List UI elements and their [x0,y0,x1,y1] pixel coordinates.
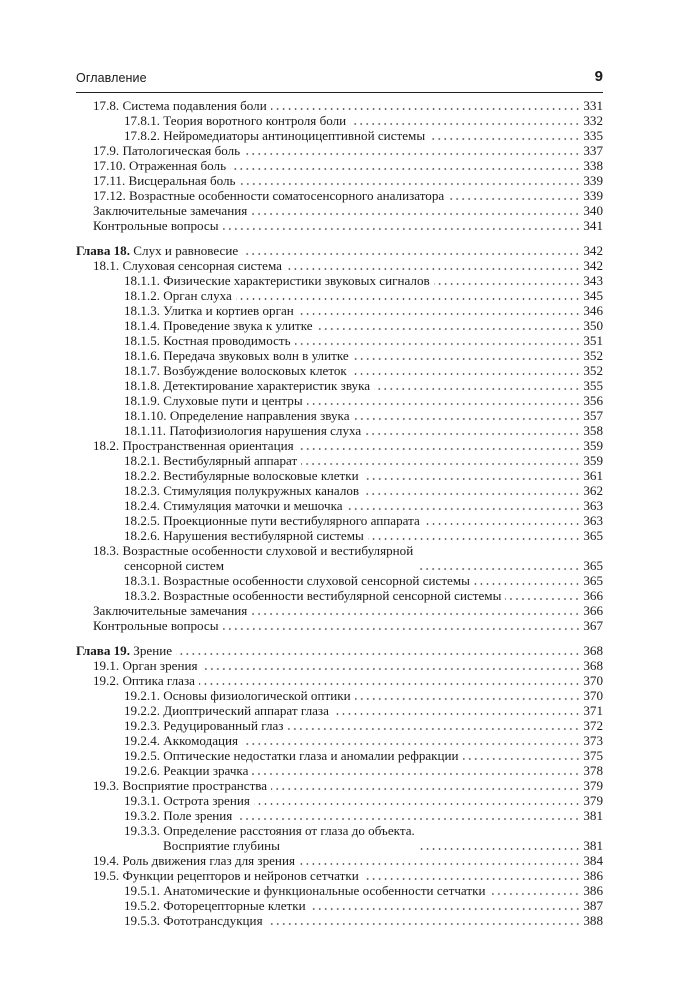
entry-title [124,688,351,703]
entry-title-text: 19.4. Роль движения глаз для зрения [93,853,295,868]
toc-subsection-entry [76,468,603,483]
entry-title [124,733,238,748]
entry-title-text: 18.2.3. Стимуляция полукружных каналов [124,483,360,498]
entry-title [124,498,343,513]
entry-page-number: 384 [583,853,603,868]
entry-title [93,543,413,573]
entry-title [93,868,359,883]
entry-title-text: 17.10. Отраженная боль [93,158,227,173]
entry-title-text: 18.2. Пространственная ориентация [93,438,294,453]
entry-title [124,823,415,853]
entry-title [93,218,219,233]
dot-leader [199,683,580,685]
entry-title [124,528,364,543]
entry-page-number: 342 [583,243,603,258]
entry-page-number: 359 [583,438,603,453]
toc-section-entry [76,618,603,633]
entry-title-line2: сенсорной систем [124,558,224,573]
dot-leader [489,893,580,895]
toc-section-entry [76,258,603,273]
entry-title [124,793,250,808]
toc-subsection-entry [76,733,603,748]
entry-title-text: 18.1.1. Физические характеристики звуковых сигналов [124,273,430,288]
entry-title-text: Контрольные вопросы [93,618,219,633]
entry-title [124,393,303,408]
entry-title-text: 19.1. Орган зрения [93,658,198,673]
entry-page-number: 368 [583,658,603,673]
dot-leader [365,433,580,435]
entry-page-number: 338 [583,158,603,173]
dot-leader [271,108,581,110]
toc-section-entry [76,143,603,158]
dot-leader [363,878,581,880]
entry-title-text: 18.1.11. Патофизиология нарушения слуха [124,423,362,438]
entry-page-number: 379 [583,778,603,793]
entry-page-number: 341 [583,218,603,233]
entry-page-number: 372 [583,718,603,733]
toc-subsection-entry [76,303,603,318]
entry-title [124,748,459,763]
entry-page-number: 337 [583,143,603,158]
entry-title-text: 18.1.10. Определение направления звука [124,408,350,423]
entry-page-number: 363 [583,498,603,513]
entry-title-text: 17.11. Висцеральная боль [93,173,236,188]
toc-subsection-entry [76,883,603,898]
dot-leader [236,818,580,820]
toc-section-entry [76,673,603,688]
toc-subsection-entry [76,498,603,513]
entry-title [93,173,236,188]
toc-section-entry [76,98,603,113]
chapter-label: Глава 19. [76,643,131,658]
dot-leader [252,773,580,775]
dot-leader [368,538,581,540]
entry-page-number: 332 [583,113,603,128]
toc-subsection-entry [76,483,603,498]
entry-title-text: 19.3.1. Острота зрения [124,793,250,808]
entry-title-line1: 19.3.3. Определение расстояния от глаза до объекта. [124,823,415,838]
entry-title-text: 19.5.1. Анатомические и функциональные особенности сетчатки [124,883,486,898]
entry-title [124,288,232,303]
dot-leader [434,283,581,285]
entry-page-number: 365 [583,573,603,588]
entry-title-text: 19.5.3. Фототрансдукция [124,913,263,928]
entry-title-text: 17.9. Патологическая боль [93,143,241,158]
entry-title-text: 18.1.5. Костная проводимость [124,333,291,348]
entry-title-text: 19.3. Восприятие пространства [93,778,268,793]
entry-page-number: 346 [583,303,603,318]
entry-title [124,113,346,128]
dot-leader [202,668,581,670]
entry-title-text: Заключительные замечания [93,203,248,218]
entry-page-number: 366 [583,603,603,618]
toc-subsection-entry [76,363,603,378]
toc-subsection-entry [76,288,603,303]
dot-leader [429,138,580,140]
toc-subsection-entry [76,528,603,543]
entry-title [93,853,295,868]
entry-title [93,258,282,273]
entry-page-number: 340 [583,203,603,218]
toc-subsection-entry [76,378,603,393]
toc-subsection-entry [76,333,603,348]
entry-title [124,913,263,928]
toc-subsection-entry [76,913,603,928]
entry-title-text: 19.2.4. Аккомодация [124,733,239,748]
dot-leader [254,803,580,805]
dot-leader [298,448,581,450]
dot-leader [240,183,581,185]
entry-title [124,348,349,363]
dot-leader [353,358,581,360]
entry-page-number: 331 [583,98,603,113]
entry-page-number: 362 [583,483,603,498]
toc-section-entry [76,868,603,883]
toc-subsection-entry [76,748,603,763]
entry-page-number: 367 [583,618,603,633]
toc-section-entry [76,203,603,218]
entry-page-number: 339 [583,173,603,188]
entry-title [124,408,350,423]
entry-page-number: 361 [583,468,603,483]
toc-section-entry [76,778,603,793]
entry-page-number: 345 [583,288,603,303]
entry-title-text: 17.8. Система подавления боли [93,98,267,113]
chapter-label: Глава 18. [76,243,131,258]
toc-subsection-entry [76,588,603,603]
dot-leader [355,698,581,700]
dot-leader [448,198,580,200]
toc-subsection-entry [76,273,603,288]
toc-section-entry [76,218,603,233]
entry-page-number: 351 [583,333,603,348]
entry-page-number: 356 [583,393,603,408]
entry-title [124,718,283,733]
entry-title-text: 19.2.1. Основы физиологической оптики [124,688,351,703]
page-number: 9 [594,68,603,85]
toc-subsection-entry [76,718,603,733]
dot-leader [295,343,581,345]
entry-title-text: 18.2.1. Вестибулярный аппарат [124,453,298,468]
toc-subsection-entry [76,513,603,528]
toc-subsection-entry [76,423,603,438]
entry-title-text: 19.2. Оптика глаза [93,673,195,688]
entry-title [124,883,485,898]
entry-page-number: 339 [583,188,603,203]
dot-leader [347,508,581,510]
dot-leader [271,788,580,790]
entry-title [93,658,198,673]
toc-subsection-entry [76,113,603,128]
toc-subsection-entry [76,318,603,333]
entry-page-number: 335 [583,128,603,143]
dot-leader [419,848,581,850]
toc-section-entry [76,853,603,868]
table-of-contents [76,98,603,928]
entry-title-text: 19.3.2. Поле зрения [124,808,233,823]
toc-subsection-entry [76,808,603,823]
entry-title-text: 18.1.8. Детектирование характеристик звука [124,378,371,393]
toc-section-entry [76,188,603,203]
running-title: Оглавление [76,71,147,85]
entry-title [93,438,294,453]
entry-title-text: Слух и равновесие [133,243,239,258]
dot-leader [317,328,581,330]
dot-leader [307,403,581,405]
entry-title [93,143,240,158]
toc-subsection-entry [76,688,603,703]
dot-leader [354,418,581,420]
running-header [76,68,603,88]
entry-page-number: 366 [583,588,603,603]
entry-title-text: 19.2.5. Оптические недостатки глаза и аномалии рефракции [124,748,459,763]
entry-title-text: 18.2.4. Стимуляция маточки и мешочка [124,498,343,513]
entry-title-text: 17.8.1. Теория воротного контроля боли [124,113,347,128]
dot-leader [350,123,580,125]
entry-title-text: 19.5.2. Фоторецепторные клетки [124,898,306,913]
entry-page-number: 386 [583,868,603,883]
toc-subsection-entry [76,348,603,363]
entry-page-number: 350 [583,318,603,333]
entry-title-text: 18.1.7. Возбуждение волосковых клеток [124,363,347,378]
dot-leader [301,463,580,465]
entry-title [124,128,425,143]
entry-page-number: 352 [583,348,603,363]
entry-page-number: 375 [583,748,603,763]
entry-page-number: 373 [583,733,603,748]
entry-title-text: 18.2.5. Проекционные пути вестибулярного аппарата [124,513,420,528]
toc-subsection-entry [76,128,603,143]
entry-title [124,423,361,438]
dot-leader [267,923,581,925]
toc-chapter-entry [76,643,603,658]
toc-section-entry [76,543,603,573]
entry-title [124,318,313,333]
entry-page-number: 368 [583,643,603,658]
entry-page-number: 386 [583,883,603,898]
dot-leader [417,568,580,570]
entry-title [124,898,306,913]
toc-section-entry [76,158,603,173]
dot-leader [424,523,581,525]
entry-title [124,483,359,498]
entry-title-line1: 18.3. Возрастные особенности слуховой и вестибулярной [93,543,414,558]
entry-page-number: 365 [583,558,603,573]
entry-title [76,643,172,658]
entry-title [124,513,420,528]
entry-title [93,203,247,218]
dot-leader [223,228,581,230]
entry-title [93,188,444,203]
entry-page-number: 381 [583,808,603,823]
dot-leader [298,313,581,315]
entry-title [124,703,329,718]
entry-title [124,333,291,348]
dot-leader [286,268,580,270]
entry-page-number: 381 [583,838,603,853]
toc-section-entry [76,173,603,188]
entry-page-number: 378 [583,763,603,778]
entry-page-number: 352 [583,363,603,378]
dot-leader [299,863,580,865]
entry-page-number: 342 [583,258,603,273]
toc-section-entry [76,658,603,673]
entry-title [93,778,267,793]
toc-section-entry [76,438,603,453]
entry-title-text: 19.5. Функции рецепторов и нейронов сетчатки [93,868,359,883]
entry-title [93,673,195,688]
dot-leader [287,728,580,730]
dot-leader [374,388,580,390]
dot-leader [333,713,580,715]
entry-title-text: 17.8.2. Нейромедиаторы антиноцицептивной системы [124,128,426,143]
toc-subsection-entry [76,763,603,778]
entry-title-text: 18.1.9. Слуховые пути и центры [124,393,303,408]
toc-subsection-entry [76,703,603,718]
entry-title-line2: Восприятие глубины [163,838,280,853]
dot-leader [230,168,580,170]
toc-subsection-entry [76,453,603,468]
dot-leader [176,653,580,655]
entry-page-number: 358 [583,423,603,438]
entry-title [124,763,248,778]
entry-page-number: 370 [583,673,603,688]
entry-page-number: 357 [583,408,603,423]
dot-leader [363,493,580,495]
toc-section-entry [76,603,603,618]
dot-leader [463,758,581,760]
entry-title [124,573,470,588]
dot-leader [474,583,580,585]
dot-leader [310,908,581,910]
entry-title [93,618,219,633]
toc-subsection-entry [76,823,603,853]
entry-title [93,98,267,113]
entry-title-text: Заключительные замечания [93,603,248,618]
entry-page-number: 379 [583,793,603,808]
entry-title-text: 19.2.2. Диоптрический аппарат глаза [124,703,329,718]
dot-leader [251,213,580,215]
entry-page-number: 370 [583,688,603,703]
entry-title-text: 18.2.2. Вестибулярные волосковые клетки [124,468,359,483]
entry-page-number: 343 [583,273,603,288]
entry-title-text: 18.1.6. Передача звуковых волн в улитке [124,348,349,363]
entry-title-text: 18.3.1. Возрастные особенности слуховой сенсорной системы [124,573,470,588]
entry-page-number: 365 [583,528,603,543]
entry-title-text: 19.2.3. Редуцированный глаз [124,718,284,733]
entry-title [76,243,238,258]
entry-title [124,363,347,378]
entry-page-number: 371 [583,703,603,718]
entry-title [124,303,294,318]
entry-title [124,808,232,823]
entry-page-number: 363 [583,513,603,528]
entry-title-text: 18.1.2. Орган слуха [124,288,232,303]
entry-title [93,158,226,173]
entry-title-text: 18.1. Слуховая сенсорная система [93,258,282,273]
entry-page-number: 359 [583,453,603,468]
entry-title-text: 18.1.3. Улитка и кортиев орган [124,303,294,318]
dot-leader [505,598,580,600]
entry-title [124,453,297,468]
dot-leader [223,628,581,630]
header-rule [76,92,603,93]
dot-leader [251,613,580,615]
dot-leader [242,253,580,255]
entry-title-text: Контрольные вопросы [93,218,219,233]
entry-title [124,378,370,393]
entry-title [124,273,430,288]
dot-leader [242,743,580,745]
entry-title [124,588,501,603]
entry-page-number: 388 [583,913,603,928]
entry-page-number: 355 [583,378,603,393]
entry-title-text: 18.1.4. Проведение звука к улитке [124,318,313,333]
toc-subsection-entry [76,408,603,423]
toc-chapter-entry [76,243,603,258]
toc-subsection-entry [76,793,603,808]
entry-page-number: 387 [583,898,603,913]
toc-subsection-entry [76,393,603,408]
entry-title [93,603,247,618]
entry-title [124,468,359,483]
dot-leader [363,478,581,480]
entry-title-text: 19.2.6. Реакции зрачка [124,763,249,778]
entry-title-text: 18.2.6. Нарушения вестибулярной системы [124,528,364,543]
entry-title-text: 17.12. Возрастные особенности соматосенсорного анализатора [93,188,445,203]
dot-leader [244,153,580,155]
entry-title-text: 18.3.2. Возрастные особенности вестибулярной сенсорной системы [124,588,502,603]
dot-leader [351,373,581,375]
dot-leader [236,298,581,300]
entry-title-text: Зрение [133,643,173,658]
toc-subsection-entry [76,573,603,588]
toc-subsection-entry [76,898,603,913]
